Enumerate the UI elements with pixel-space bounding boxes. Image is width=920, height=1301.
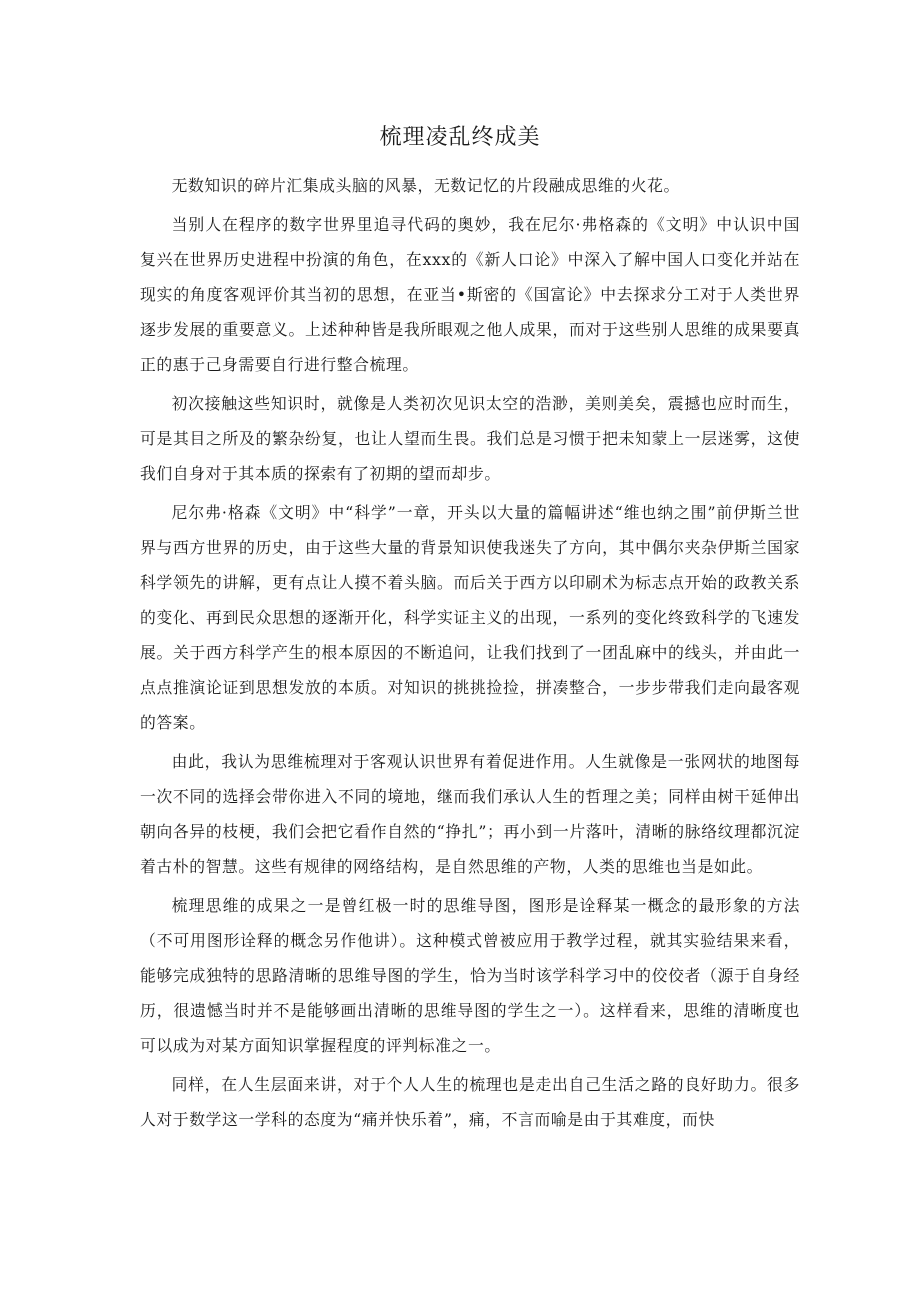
paragraph: 梳理思维的成果之一是曾红极一时的思维导图，图形是诠释某一概念的最形象的方法（不可用图形诠释的概念另作他讲）。这种模式曾被应用于教学过程，就其实验结果来看，能够完成独特的思路清晰的思维导图的学生，恰为当时该学科学习中的佼佼者（源于自身经历，很遗憾当时并不是能够画出清晰的思维导图的学生之一）。这样看来，思维的清晰度也可以成为对某方面知识掌握程度的评判标准之一。 xyxy=(140,896,800,1055)
paragraph: 初次接触这些知识时，就像是人类初次见识太空的浩渺，美则美矣，震撼也应时而生，可是其目之所及的繁杂纷复，也让人望而生畏。我们总是习惯于把未知蒙上一层迷雾，这使我们自身对于其本质的探索有了初期的望而却步。 xyxy=(140,394,800,483)
paragraph: 当别人在程序的数字世界里追寻代码的奥妙，我在尼尔·弗格森的《文明》中认识中国复兴在世界历史进程中扮演的角色，在xxx的《新人口论》中深入了解中国人口变化并站在现实的角度客观评价其当初的思想，在亚当•斯密的《国富论》中去探求分工对于人类世界逐步发展的重要意义。上述种种皆是我所眼观之他人成果，而对于这些别人思维的成果要真正的惠于己身需要自行进行整合梳理。 xyxy=(140,215,800,374)
document-title: 梳理凌乱终成美 xyxy=(379,125,541,150)
paragraph: 由此，我认为思维梳理对于客观认识世界有着促进作用。人生就像是一张网状的地图每一次不同的选择会带你进入不同的境地，继而我们承认人生的哲理之美；同样由树干延伸出朝向各异的枝梗，我们会把它看作自然的“挣扎”；再小到一片落叶，清晰的脉络纹理都沉淀着古朴的智慧。这些有规律的网络结构，是自然思维的产物，人类的思维也当是如此。 xyxy=(140,752,800,876)
document-body xyxy=(140,168,800,1141)
paragraph: 无数知识的碎片汇集成头脑的风暴，无数记忆的片段融成思维的火花。 xyxy=(171,176,680,195)
paragraph: 同样，在人生层面来讲，对于个人人生的梳理也是走出自己生活之路的良好助力。很多人对于数学这一学科的态度为“痛并快乐着”，痛，不言而喻是由于其难度，而快 xyxy=(140,1075,800,1129)
paragraph: 尼尔弗·格森《文明》中“科学”一章，开头以大量的篇幅讲述“维也纳之围”前伊斯兰世界与西方世界的历史，由于这些大量的背景知识使我迷失了方向，其中偶尔夹杂伊斯兰国家科学领先的讲解，更有点让人摸不着头脑。而后关于西方以印刷术为标志点开始的政教关系的变化、再到民众思想的逐渐开化，科学实证主义的出现，一系列的变化终致科学的飞速发展。关于西方科学产生的根本原因的不断追问，让我们找到了一团乱麻中的线头，并由此一点点推演论证到思想发放的本质。对知识的挑挑捡捡，拼凑整合，一步步带我们走向最客观的答案。 xyxy=(140,503,800,732)
